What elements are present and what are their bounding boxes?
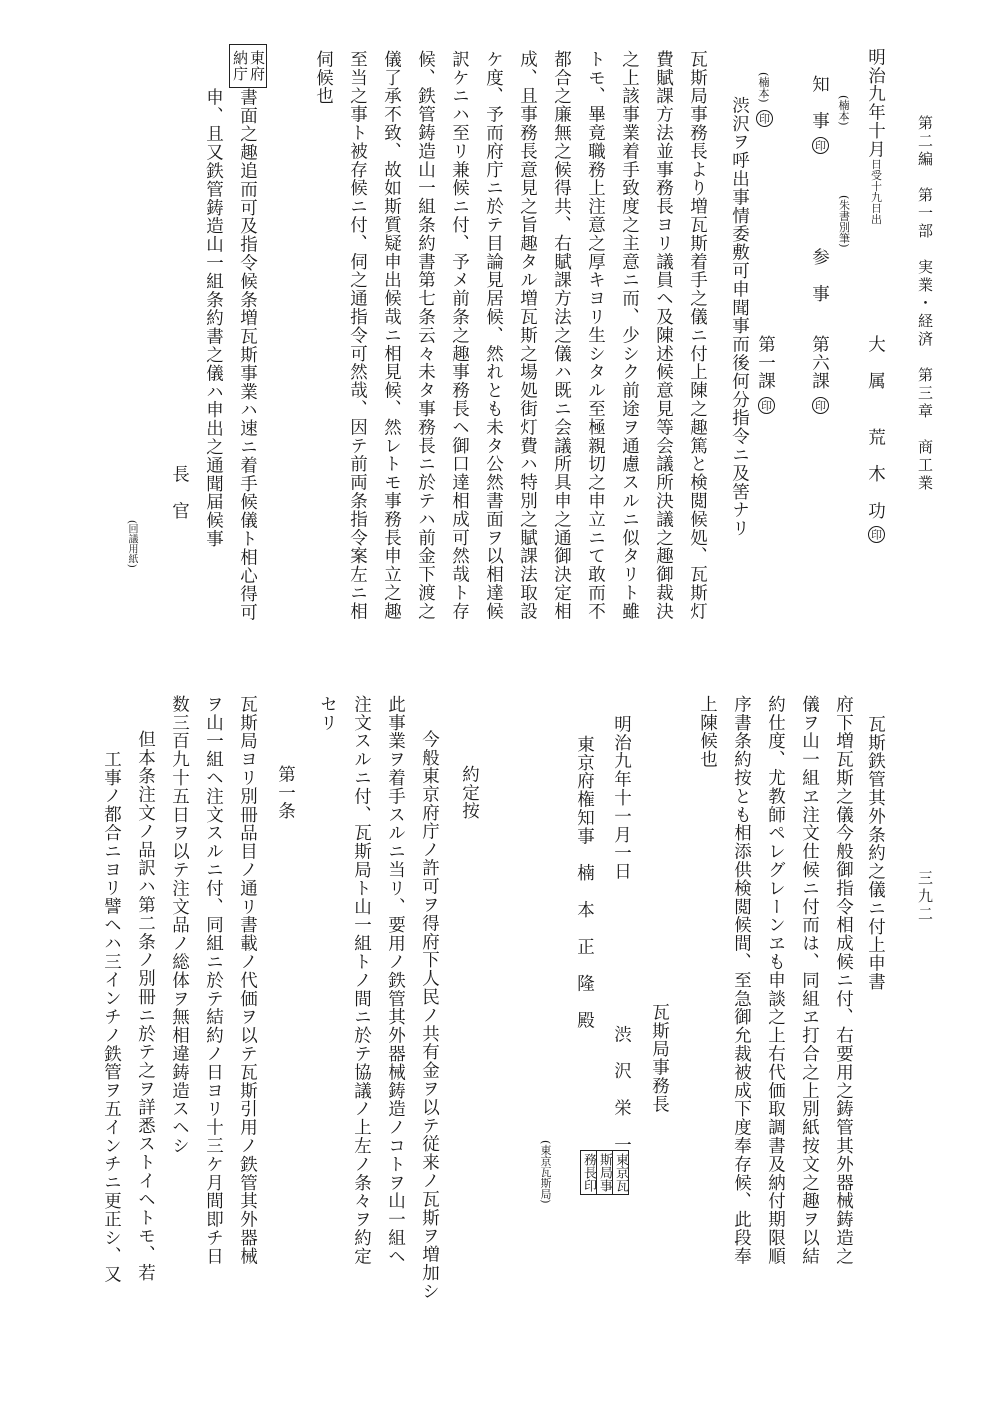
body-line: 候、鉄管鋳造山一組条約書第七条云々未タ事務長ニ於テハ前金下渡之 bbox=[415, 50, 436, 621]
article-line: 工事ノ都合ニヨリ譬ヘハ三インチノ鉄管ヲ五インチニ更正シ、又 bbox=[101, 750, 122, 1284]
body-line: 伺候也 bbox=[313, 50, 334, 106]
article-line: ヲ山一組ヘ注文スルニ付、同組ニ於テ結約ノ日ヨリ十三ケ月間即チ日 bbox=[203, 695, 224, 1266]
tokyo-fu-box-seal: 東府 納庁 bbox=[229, 44, 267, 88]
dept-6: 第六課 印 bbox=[810, 335, 829, 414]
lower-body-line: 府下増瓦斯之儀今般御指令相成候ニ付、右要用之鋳管其外器械鋳造之 bbox=[833, 695, 854, 1266]
reply-line: 書面之趣追而可及指令候条増瓦斯事業ハ速ニ着手候儀ト相心得可 bbox=[237, 88, 258, 622]
running-title: 第二編 第一部 実業・経済 第三章 商工業 bbox=[916, 115, 934, 493]
contract-line: 注文スルニ付、瓦斯局ト山一組トノ間ニ於テ協議ノ上左ノ条々ヲ約定 bbox=[351, 695, 372, 1266]
okuzoku-line: 大 属 bbox=[865, 335, 886, 391]
lower-body-line: 上陳候也 bbox=[697, 695, 718, 769]
contract-title: 約定按 bbox=[459, 765, 480, 821]
shibusawa-column: 渋沢ヲ呼出事情委敷可申聞事而後何分指令ニ及筈ナリ bbox=[729, 96, 750, 538]
article-line: 瓦斯局ヨリ別冊品目ノ通リ書載ノ代価ヲ以テ瓦斯引用ノ鉄管其外器械 bbox=[237, 695, 258, 1266]
article-1: 第一条 bbox=[275, 765, 296, 821]
date-sent: 十九日出 bbox=[869, 180, 883, 225]
body-line: 之上該事業着手致度之主意ニ而、少シク前途ヲ通慮スルニ似タリト雖 bbox=[619, 50, 640, 621]
seal-icon: 印 bbox=[812, 137, 829, 154]
dept-1: 第一課 印 bbox=[756, 335, 775, 414]
seal-small bbox=[754, 110, 773, 127]
contract-line: 此事業ヲ着手スルニ当リ、要用ノ鉄管其外器械鋳造ノコトヲ山一組ヘ bbox=[385, 695, 406, 1266]
note-kaigiyoushi: (回議用紙) bbox=[126, 520, 137, 568]
body-line: ケ度、予而府庁ニ於テ目論見居候、然れとも未タ公然書面ヲ以相達候 bbox=[483, 50, 504, 621]
body-line: 成、且事務長意見之旨趣タル増瓦斯之場処街灯費ハ特別之賦課法取設 bbox=[517, 50, 538, 621]
contract-line: 今般東京府庁ノ許可ヲ得府下人民ノ共有金ヲ以テ従来ノ瓦斯ヲ増加シ bbox=[419, 730, 440, 1301]
date-received: 日受 bbox=[869, 158, 883, 181]
body-line: 都合之廉無之候得共、右賦課方法之儀ハ既ニ会議所具申之通御決定相 bbox=[551, 50, 572, 621]
chiji-line: 知 事 印 bbox=[810, 75, 829, 154]
sender-name: 渋 沢 栄 一 bbox=[611, 1025, 632, 1154]
body-line: 至当之事ト被存候ニ付、伺之通指令可然哉、因テ前両条指令案左ニ相 bbox=[347, 50, 368, 621]
lower-body-line: 約仕度、尤教師ペレグレーンヱも申談之上右代価取調書及納付期限順 bbox=[765, 695, 786, 1266]
date-line: 明治九年十月日受十九日出 bbox=[865, 48, 886, 225]
contract-line: セリ bbox=[317, 695, 338, 732]
note-kusumoto: (楠本) bbox=[837, 95, 850, 126]
chokan: 長 官 bbox=[169, 465, 190, 521]
body-line: 費賦課方法並事務長ヨリ議員ヘ及陳述候意見等会議所決議之趣御裁決 bbox=[653, 50, 674, 621]
article-line: 但本条注文ノ品訳ハ第二条ノ別冊ニ於テ之ヲ詳悉ストイヘトモ、若 bbox=[135, 730, 156, 1282]
lower-body-line: 儀ヲ山一組ヱ注文仕候ニ付而は、同組ヱ打合之上別紙按文之趣ヲ以結 bbox=[799, 695, 820, 1266]
lower-date: 明治九年十一月一日 bbox=[611, 715, 632, 881]
page-number: 三九二 bbox=[916, 870, 934, 924]
lower-body-line: 序書条約按とも相添供検閲候間、至急御允裁被成下度奉存候、此段奉 bbox=[731, 695, 752, 1266]
seal-icon: 印 bbox=[868, 526, 885, 543]
body-line: 訳ケニハ至リ兼候ニ付、予メ前条之趣事務長ヘ御口達相成可然哉ト存 bbox=[449, 50, 470, 621]
seal-icon: 印 bbox=[758, 397, 775, 414]
sender-title: 瓦斯局事務長 bbox=[649, 1003, 670, 1114]
seal-icon: 印 bbox=[812, 397, 829, 414]
note-kusumoto-left: (楠本) bbox=[757, 72, 770, 103]
sanji-line: (朱書別筆)参 事 bbox=[809, 195, 851, 303]
tokyo-gas-stamp: 東京瓦 斯局事 務長印 bbox=[580, 1150, 629, 1195]
body-line: トモ、畢竟職務上注意之厚キヨリ生シタル至極親切之申立ニて敢而不 bbox=[585, 50, 606, 621]
reply-line: 申、且又鉄管鋳造山一組条約書之儀ハ申出之通聞届候事 bbox=[203, 88, 224, 548]
araki-line: 荒 木 功 印 bbox=[866, 428, 885, 543]
article-line: 数三百九十五日ヲ以テ注文品ノ総体ヲ無相違鋳造スヘシ bbox=[169, 695, 190, 1155]
body-line: 儀了承不致、故如斯質疑申出候哉ニ相見候、然レトモ事務長申立之趣 bbox=[381, 50, 402, 621]
seal-icon: 印 bbox=[756, 110, 773, 127]
note-tokyo-gas: (東京瓦斯局) bbox=[539, 1140, 552, 1204]
body-line: 瓦斯局事務長より増瓦斯着手之儀ニ付上陳之趣篤と検閲候処、瓦斯灯 bbox=[687, 50, 708, 621]
lower-title: 瓦斯鉄管其外条約之儀ニ付上申書 bbox=[865, 715, 886, 991]
recipient: 東京府権知事 楠 本 正 隆 殿 bbox=[574, 735, 595, 1030]
